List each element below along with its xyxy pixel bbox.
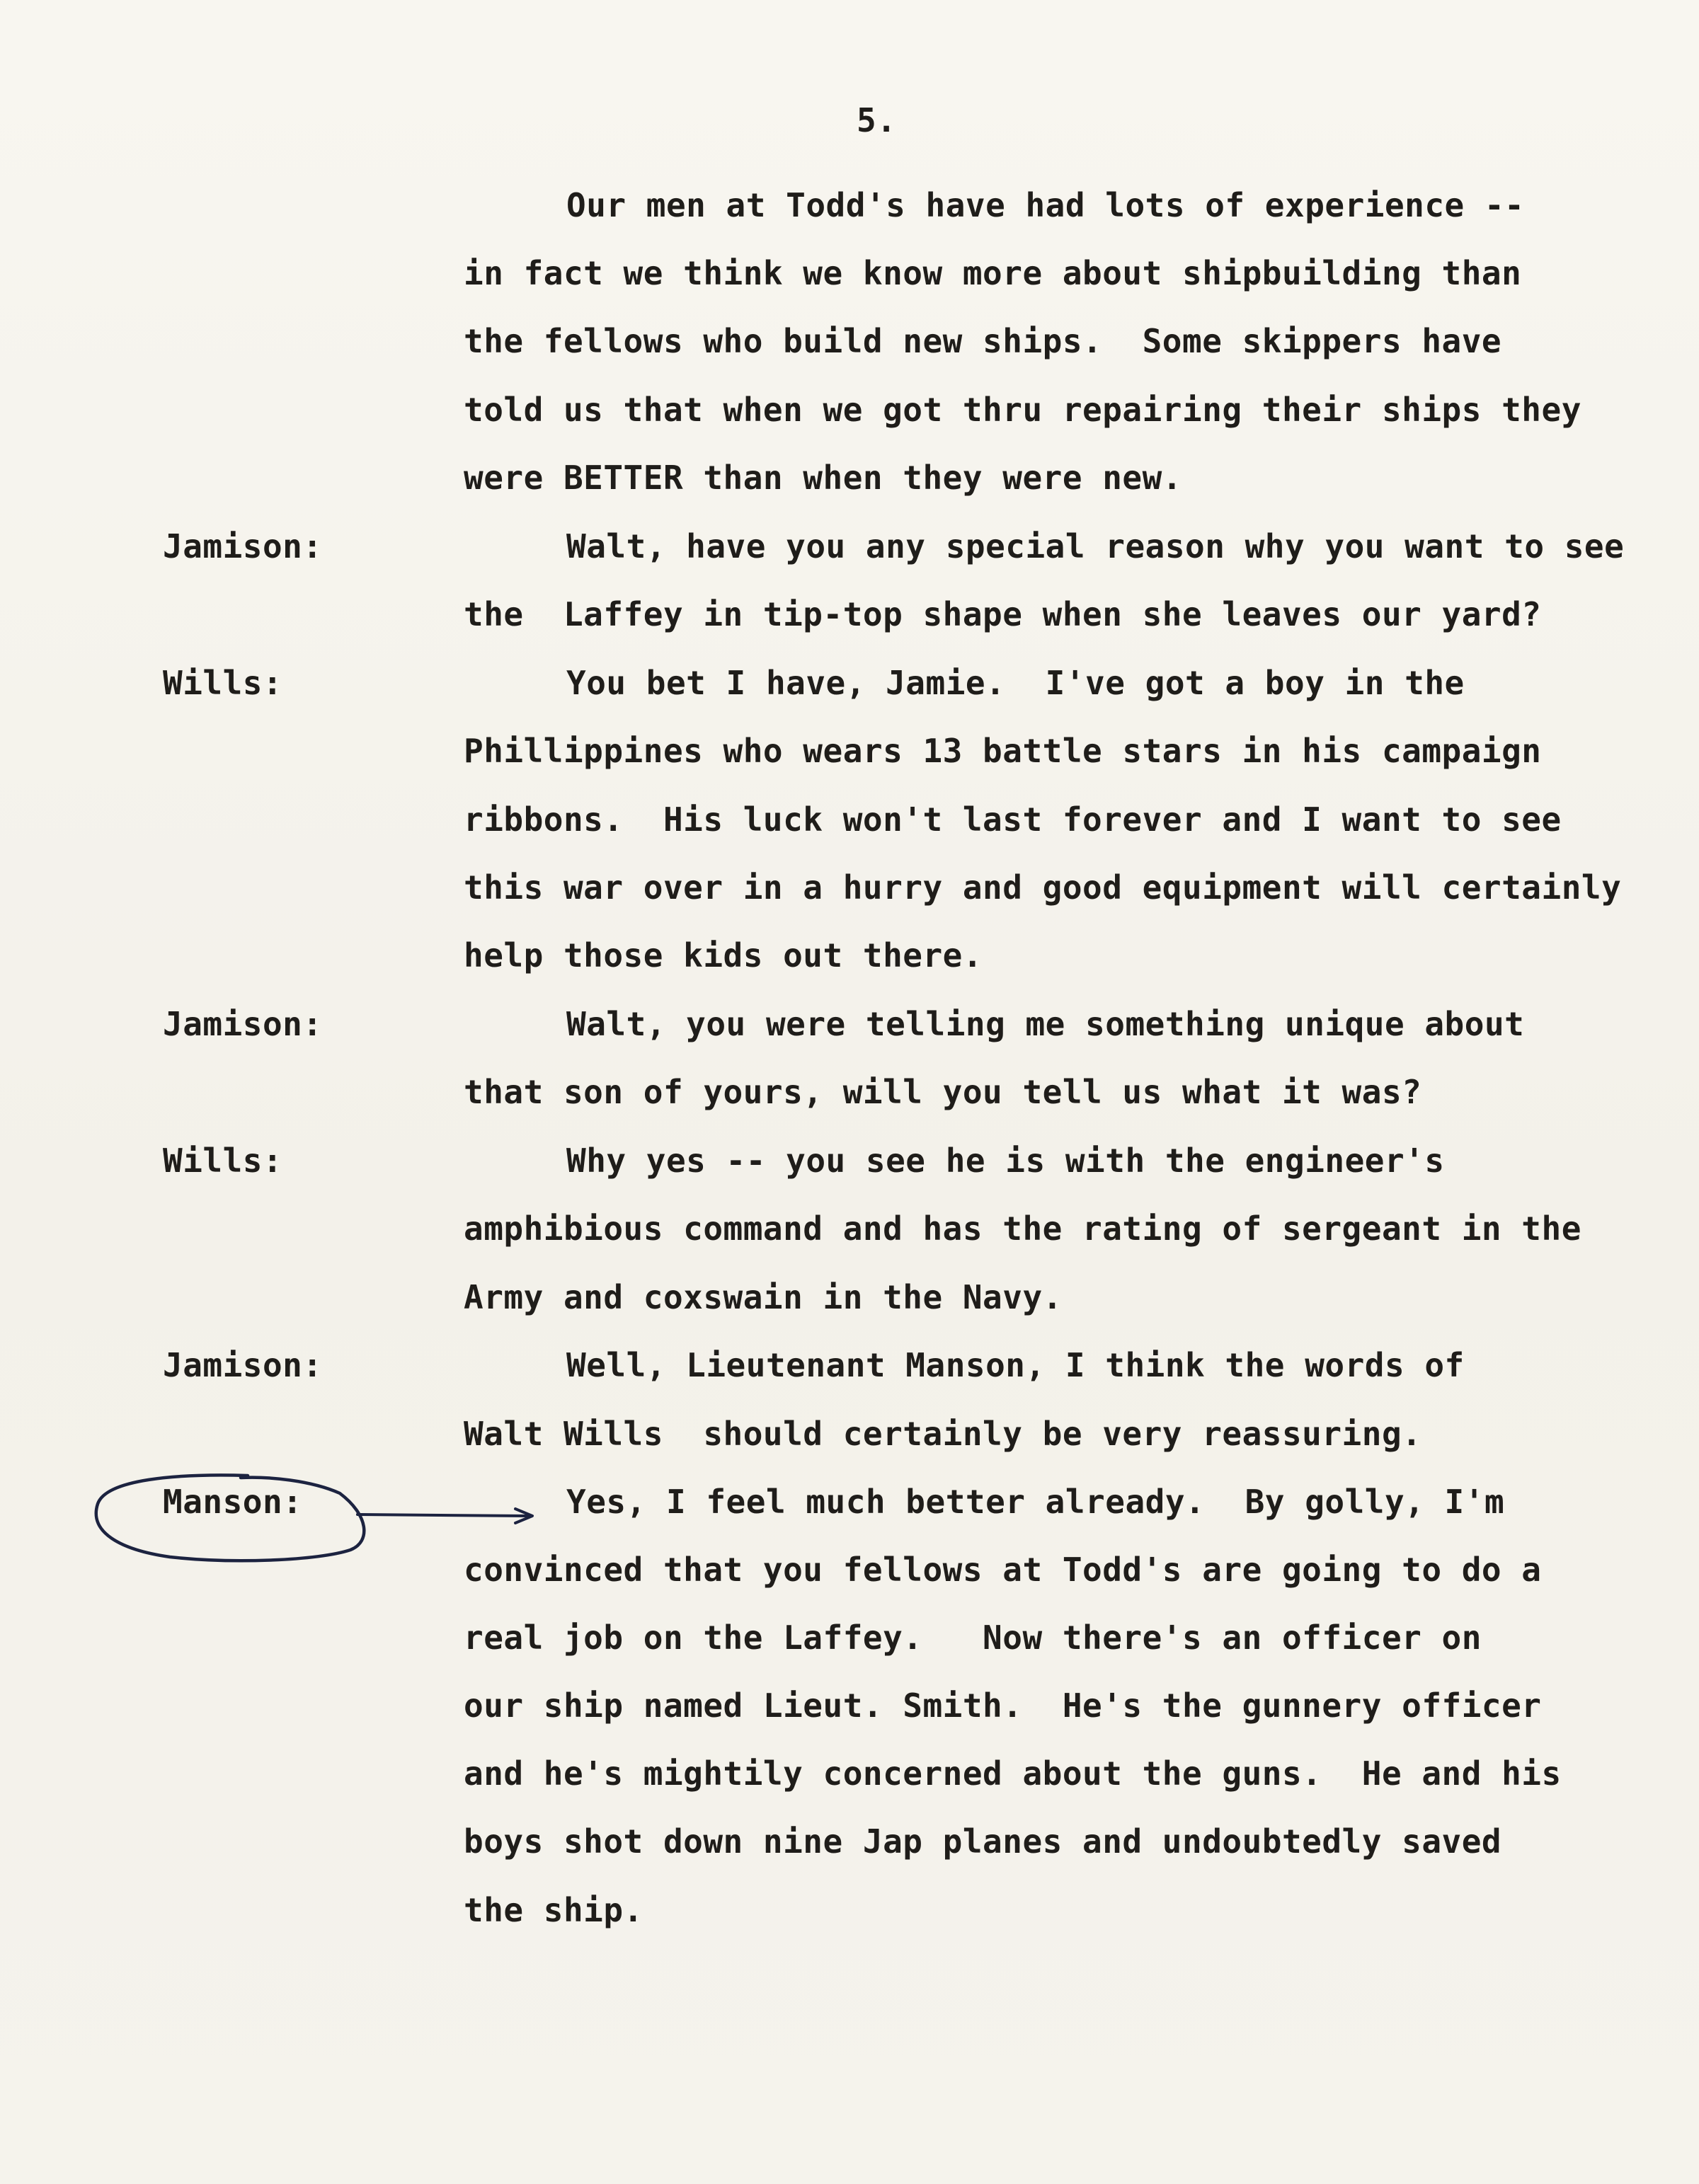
dialogue-line: in fact we think we know more about shipbuilding than	[464, 254, 1522, 292]
dialogue-line: our ship named Lieut. Smith. He's the gunnery officer	[464, 1686, 1542, 1725]
dialogue-line: real job on the Laffey. Now there's an officer on	[464, 1619, 1482, 1657]
speaker-label: Wills:	[163, 1142, 283, 1180]
dialogue-line: Our men at Todd's have had lots of experience --	[566, 186, 1525, 224]
dialogue-line: Army and coxswain in the Navy.	[464, 1278, 1063, 1316]
dialogue-line: Well, Lieutenant Manson, I think the words of	[566, 1346, 1465, 1384]
speaker-label: Jamison:	[163, 1005, 323, 1043]
dialogue-line: Walt, have you any special reason why you want to see	[566, 527, 1625, 565]
speaker-label: Manson:	[163, 1483, 303, 1521]
dialogue-line: Yes, I feel much better already. By golly, I'm	[566, 1483, 1505, 1521]
speaker-label: Wills:	[163, 664, 283, 702]
dialogue-line: amphibious command and has the rating of sergeant in the	[464, 1209, 1581, 1248]
dialogue-line: boys shot down nine Jap planes and undoubtedly saved	[464, 1822, 1502, 1861]
dialogue-line: the Laffey in tip-top shape when she leaves our yard?	[464, 595, 1542, 633]
dialogue-line: the fellows who build new ships. Some skippers have	[464, 322, 1502, 360]
dialogue-line: Walt Wills should certainly be very reassuring.	[464, 1415, 1422, 1453]
speaker-label: Jamison:	[163, 527, 323, 565]
dialogue-line: this war over in a hurry and good equipment will certainly	[464, 868, 1622, 907]
dialogue-line: and he's mightily concerned about the guns. He and his	[464, 1754, 1562, 1793]
dialogue-line: You bet I have, Jamie. I've got a boy in the	[566, 664, 1465, 702]
dialogue-line: the ship.	[464, 1891, 643, 1929]
dialogue-line: convinced that you fellows at Todd's are going to do a	[464, 1551, 1542, 1589]
dialogue-line: told us that when we got thru repairing their ships they	[464, 391, 1581, 429]
page-number: 5.	[857, 101, 897, 139]
dialogue-line: help those kids out there.	[464, 936, 983, 975]
dialogue-line: were BETTER than when they were new.	[464, 459, 1182, 497]
dialogue-line: ribbons. His luck won't last forever and I want to see	[464, 800, 1562, 839]
dialogue-line: Walt, you were telling me something unique about	[566, 1005, 1525, 1043]
speaker-label: Jamison:	[163, 1346, 323, 1384]
dialogue-line: Why yes -- you see he is with the engineer's	[566, 1142, 1445, 1180]
dialogue-line: Phillippines who wears 13 battle stars in his campaign	[464, 732, 1542, 770]
dialogue-line: that son of yours, will you tell us what it was?	[464, 1073, 1422, 1111]
